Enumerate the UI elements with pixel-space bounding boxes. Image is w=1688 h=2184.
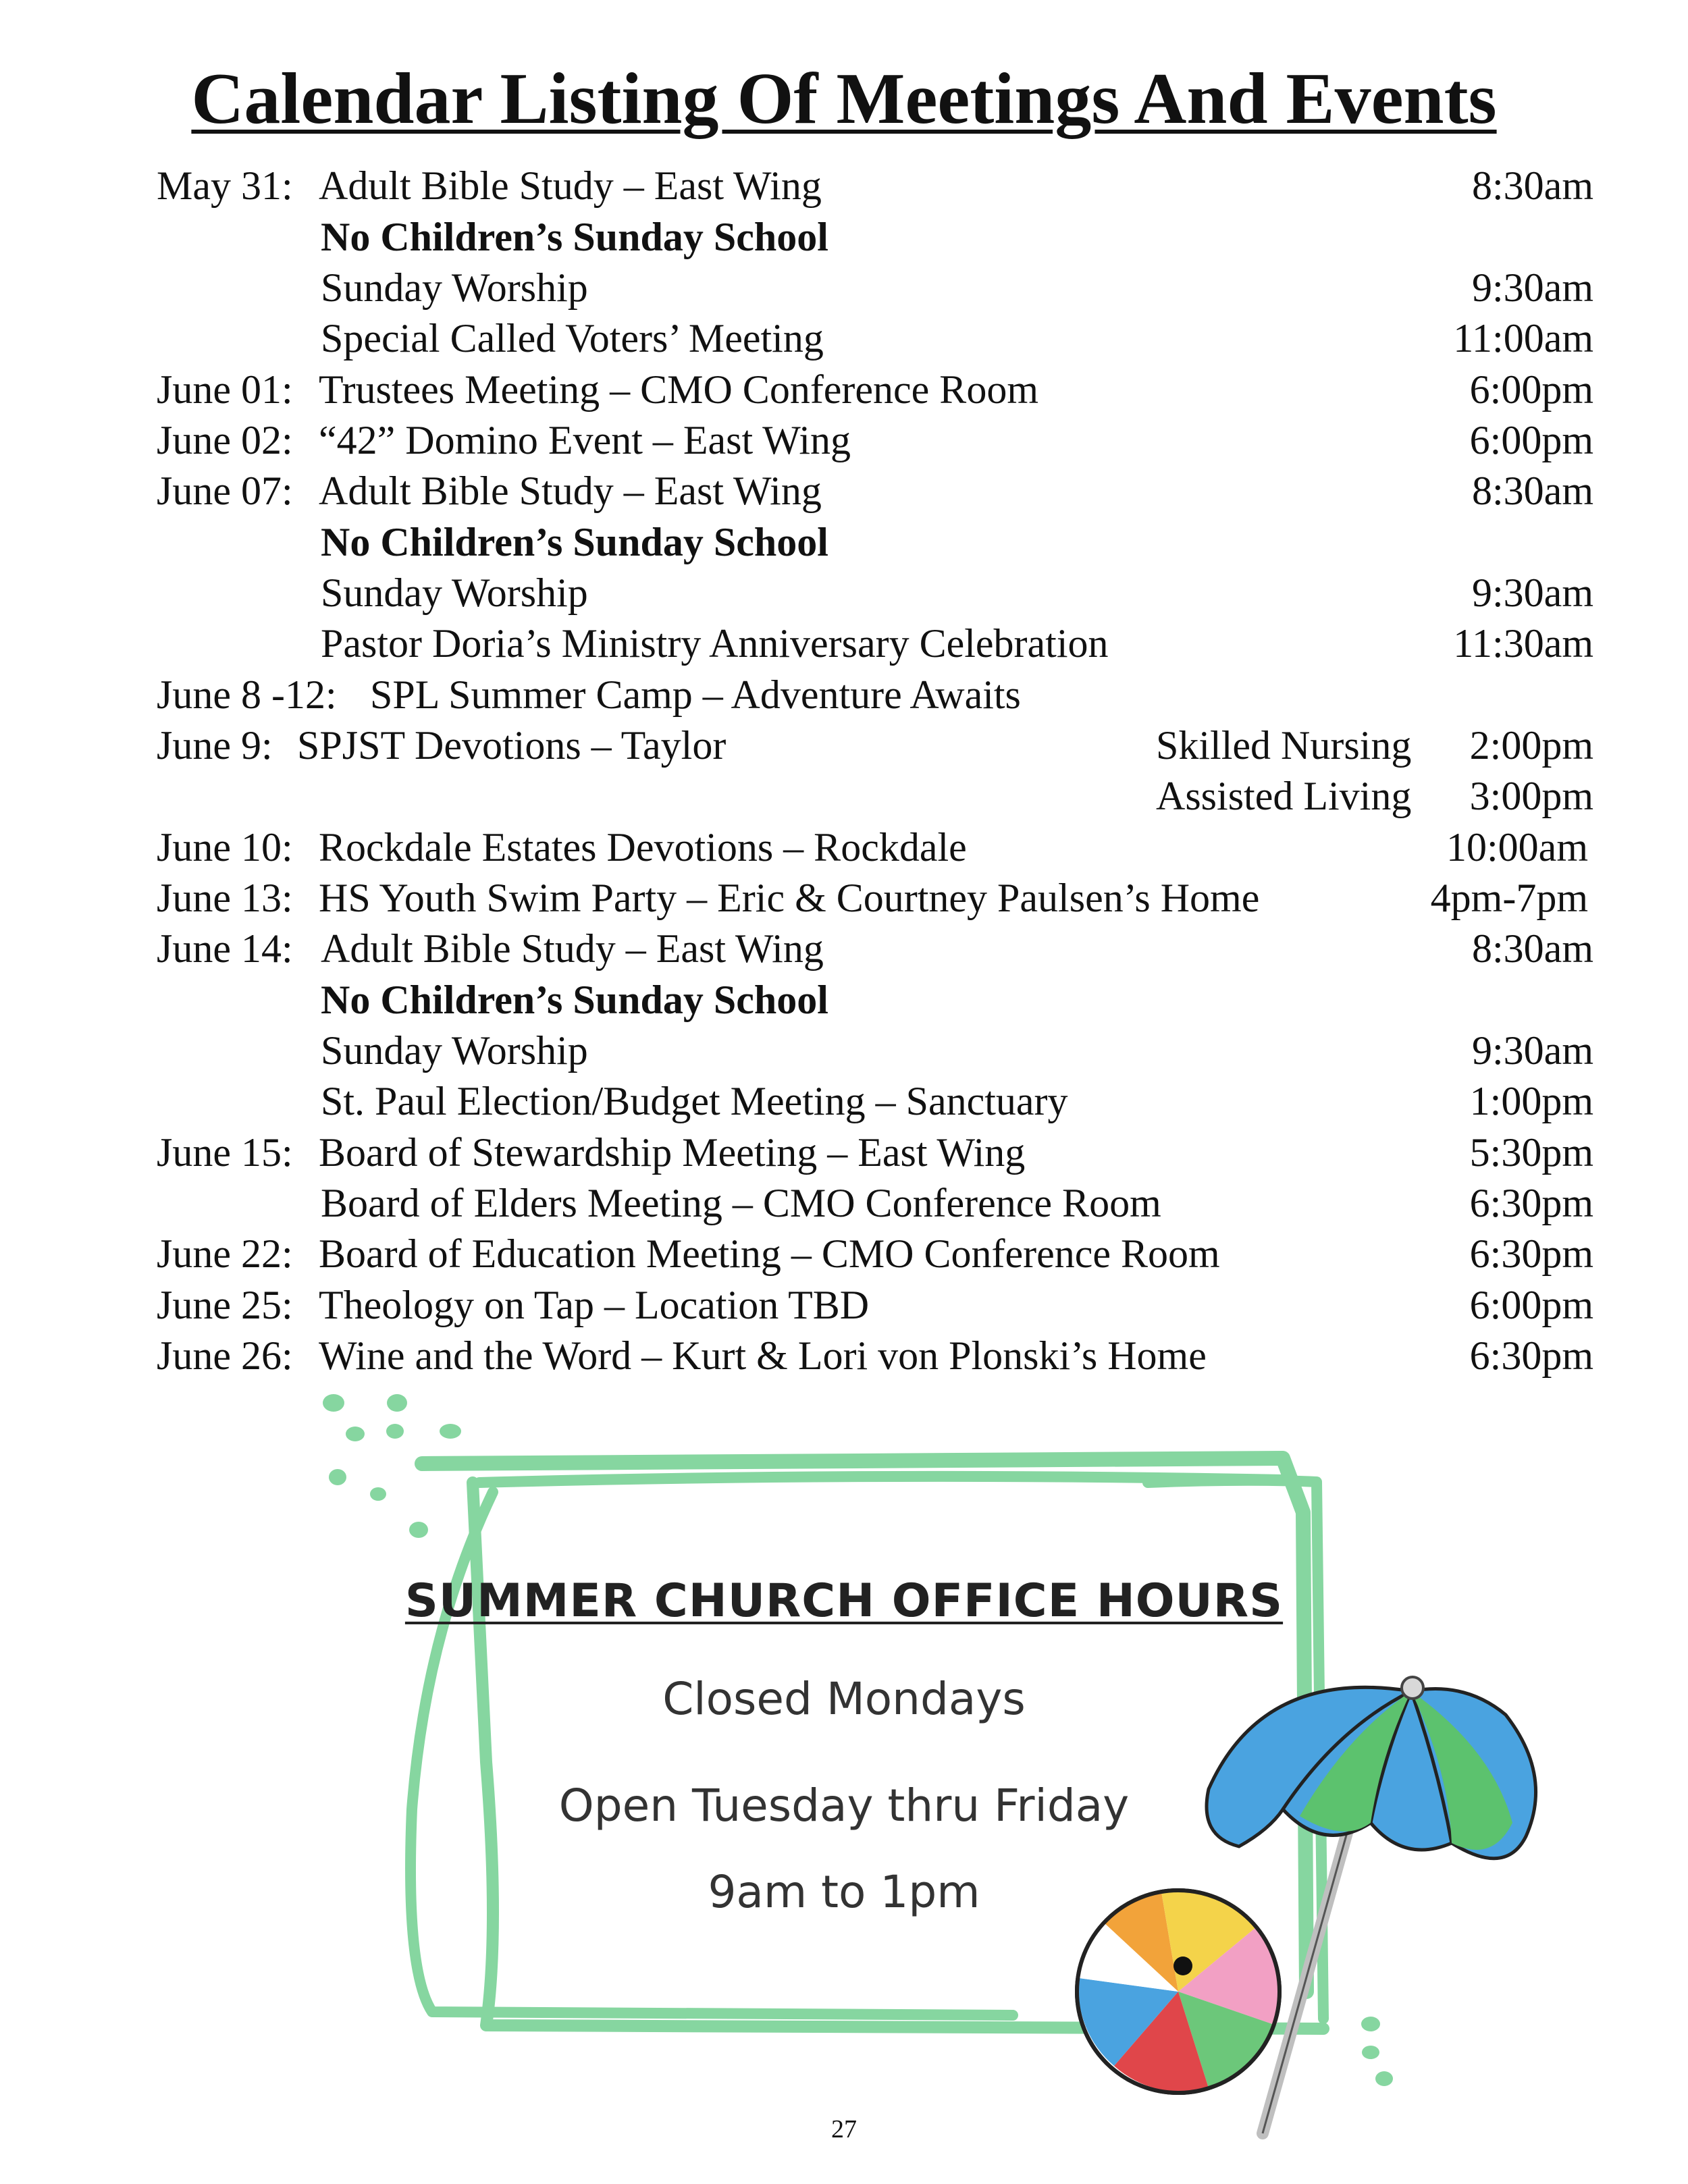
event-time: 2:00pm — [1469, 723, 1593, 768]
event-title: “42” Domino Event – East Wing — [319, 418, 851, 462]
event-title: Wine and the Word – Kurt & Lori von Plonski’s Home — [319, 1333, 1207, 1378]
event-date: June 13: — [157, 876, 293, 920]
event-title: Adult Bible Study – East Wing — [321, 926, 824, 971]
event-date: June 9: — [157, 723, 273, 768]
event-date: June 22: — [157, 1231, 293, 1276]
event-row — [0, 1026, 1593, 1075]
event-title: No Children’s Sunday School — [321, 215, 828, 259]
event-title: Adult Bible Study – East Wing — [319, 469, 822, 513]
event-time: 1:00pm — [1469, 1079, 1593, 1123]
event-row — [0, 1178, 1593, 1228]
event-title: Special Called Voters’ Meeting — [321, 316, 824, 361]
event-title: Board of Education Meeting – CMO Conference Room — [319, 1231, 1220, 1276]
event-row — [0, 263, 1593, 313]
event-time: 8:30am — [1472, 926, 1593, 971]
event-date: June 01: — [157, 367, 293, 412]
event-title: Board of Stewardship Meeting – East Wing — [319, 1130, 1026, 1175]
event-time: 10:00am — [1446, 825, 1588, 870]
event-time: 9:30am — [1472, 570, 1593, 615]
event-title: Adult Bible Study – East Wing — [319, 163, 822, 208]
event-row — [0, 873, 1588, 923]
event-date: May 31: — [157, 163, 293, 208]
event-time: 9:30am — [1472, 1028, 1593, 1073]
event-date: June 14: — [157, 926, 293, 971]
event-row — [0, 924, 1593, 974]
page-title: Calendar Listing Of Meetings And Events — [191, 59, 1497, 139]
event-time: 6:30pm — [1469, 1231, 1593, 1276]
event-date: June 25: — [157, 1283, 293, 1327]
event-time: 8:30am — [1472, 163, 1593, 208]
event-time: 11:00am — [1453, 316, 1593, 361]
event-title: St. Paul Election/Budget Meeting – Sanctuary — [321, 1079, 1068, 1123]
frame-dots — [323, 1394, 1393, 2086]
event-row — [0, 365, 1593, 415]
event-title: Sunday Worship — [321, 570, 588, 615]
green-frame — [411, 1458, 1323, 2029]
event-time: 9:30am — [1472, 265, 1593, 310]
event-location: Assisted Living — [1156, 774, 1412, 818]
event-title: Theology on Tap – Location TBD — [319, 1283, 870, 1327]
event-row — [0, 517, 1593, 567]
event-row — [0, 822, 1588, 872]
event-row — [0, 670, 1593, 720]
event-row — [0, 1127, 1593, 1177]
event-title: Sunday Worship — [321, 265, 588, 310]
event-time: 4pm-7pm — [1430, 876, 1588, 920]
office-hours-closed: Closed Mondays — [662, 1673, 1026, 1725]
event-date: June 26: — [157, 1333, 293, 1378]
event-title: HS Youth Swim Party – Eric & Courtney Paulsen’s Home — [319, 876, 1260, 920]
office-hours-open-days: Open Tuesday thru Friday — [558, 1780, 1130, 1832]
event-time: 6:00pm — [1469, 367, 1593, 412]
office-hours-times: 9am to 1pm — [708, 1866, 980, 1918]
event-location: Skilled Nursing — [1156, 723, 1412, 768]
event-title: Board of Elders Meeting – CMO Conference Room — [321, 1181, 1161, 1225]
event-row — [0, 771, 1593, 821]
event-title: No Children’s Sunday School — [321, 520, 828, 564]
event-row — [0, 161, 1593, 211]
event-time: 6:30pm — [1469, 1181, 1593, 1225]
event-time: 5:30pm — [1469, 1130, 1593, 1175]
event-row — [0, 1229, 1593, 1279]
event-row — [0, 212, 1593, 262]
event-date: June 02: — [157, 418, 293, 462]
event-row — [0, 313, 1593, 363]
event-title: Trustees Meeting – CMO Conference Room — [319, 367, 1038, 412]
event-row — [0, 975, 1593, 1025]
event-title: Rockdale Estates Devotions – Rockdale — [319, 825, 967, 870]
event-title: SPL Summer Camp – Adventure Awaits — [370, 672, 1021, 717]
event-row — [0, 618, 1593, 668]
event-title: Pastor Doria’s Ministry Anniversary Celebration — [321, 621, 1109, 666]
event-date: June 8 -12: — [157, 672, 337, 717]
event-row — [0, 1076, 1593, 1126]
event-row — [0, 568, 1593, 618]
event-time: 6:00pm — [1469, 418, 1593, 462]
event-time: 11:30am — [1453, 621, 1593, 666]
office-hours-title: SUMMER CHURCH OFFICE HOURS — [404, 1574, 1284, 1628]
event-title: SPJST Devotions – Taylor — [297, 723, 727, 768]
event-date: June 07: — [157, 469, 293, 513]
event-title: Sunday Worship — [321, 1028, 588, 1073]
event-date: June 15: — [157, 1130, 293, 1175]
event-row — [0, 720, 1593, 770]
event-time: 6:00pm — [1469, 1283, 1593, 1327]
event-row — [0, 415, 1593, 465]
page-number: 27 — [831, 2115, 857, 2143]
event-time: 6:30pm — [1469, 1333, 1593, 1378]
event-row — [0, 466, 1593, 516]
event-row — [0, 1331, 1593, 1381]
event-time: 8:30am — [1472, 469, 1593, 513]
event-time: 3:00pm — [1469, 774, 1593, 818]
event-date: June 10: — [157, 825, 293, 870]
event-row — [0, 1280, 1593, 1330]
event-title: No Children’s Sunday School — [321, 978, 828, 1022]
